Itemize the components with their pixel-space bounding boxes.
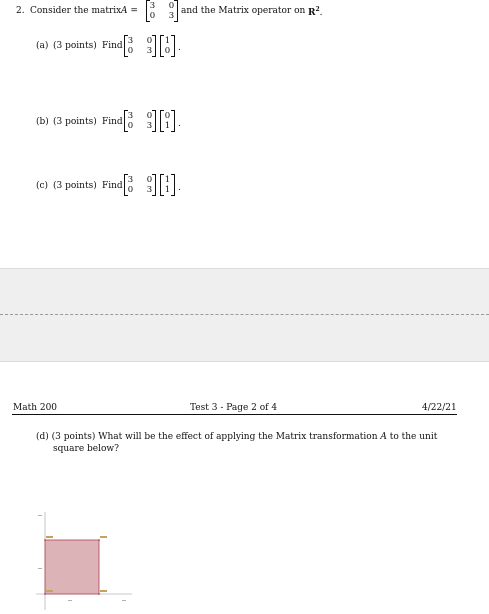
- vector-cell: 1: [164, 36, 171, 46]
- matrix-row: [149, 1, 175, 11]
- part-a-points: (3 points): [53, 41, 97, 51]
- part-c-end: .: [178, 183, 181, 193]
- vector-row: [163, 111, 172, 121]
- part-a-end: .: [178, 43, 181, 53]
- part-d-question-end: to the unit: [389, 432, 438, 442]
- vector-cell: 1: [164, 121, 171, 131]
- vector-row: [163, 175, 172, 185]
- matrix-cell: 3: [127, 111, 134, 121]
- header-page-info: Test 3 - Page 2 of 4: [190, 403, 278, 413]
- part-d-line2: square below?: [53, 444, 119, 454]
- corner-point: [44, 593, 46, 595]
- corner-label-mark: [46, 590, 53, 592]
- part-a-find: Find: [102, 41, 123, 51]
- matrix-cell: 3: [146, 46, 153, 56]
- question-intro-after: and the Matrix operator on: [181, 6, 306, 16]
- matrix-cell: 0: [146, 175, 153, 185]
- vector-row: [163, 36, 172, 46]
- part-b-label: (b): [36, 117, 49, 127]
- corner-label-mark: [46, 536, 53, 538]
- real-exponent: 2: [315, 6, 320, 13]
- unit-square-plot: [34, 512, 134, 612]
- matrix-cell: 3: [127, 175, 134, 185]
- part-d-line1: [36, 433, 437, 442]
- matrix-row: [149, 11, 175, 21]
- matrix-cell: 0: [127, 121, 134, 131]
- real-symbol: R: [308, 8, 316, 18]
- header-course: Math 200: [13, 403, 58, 413]
- matrix-cell: 3: [146, 121, 153, 131]
- matrix-row: [127, 36, 153, 46]
- part-c-matrix: [124, 174, 156, 196]
- matrix-variable: A =: [121, 6, 138, 16]
- matrix-cell: 3: [146, 185, 153, 195]
- matrix-row: [127, 111, 153, 121]
- vector-cell: 1: [164, 185, 171, 195]
- corner-point: [98, 539, 100, 541]
- part-d-label: (d): [36, 432, 49, 442]
- real-space-symbol: [308, 7, 323, 18]
- corner-point: [44, 539, 46, 541]
- matrix-cell: 3: [127, 36, 134, 46]
- matrix-cell: 3: [168, 11, 175, 21]
- tick-mark: [68, 600, 72, 601]
- matrix-cell: 0: [127, 185, 134, 195]
- vector-row: [163, 46, 172, 56]
- part-d-variable: A: [380, 432, 387, 442]
- matrix-row: [127, 121, 153, 131]
- header-date: 4/22/21: [422, 403, 457, 413]
- corner-label-mark: [100, 590, 107, 592]
- matrix-row: [127, 185, 153, 195]
- part-b-points: (3 points): [53, 117, 97, 127]
- part-c-label: (c): [36, 181, 49, 191]
- intro-period: .: [319, 8, 323, 18]
- header-rule: [12, 414, 457, 415]
- page-break-gap: [0, 268, 489, 362]
- part-b-vector: [160, 110, 175, 132]
- part-b-find: Find: [102, 117, 123, 127]
- vector-cell: 0: [164, 46, 171, 56]
- part-a-vector: [160, 35, 175, 57]
- question-intro-text: Consider the matrix: [30, 6, 122, 16]
- part-d-question: What will be the effect of applying the Matrix transformation: [98, 432, 378, 442]
- part-a-matrix: [124, 35, 156, 57]
- vector-cell: 1: [164, 175, 171, 185]
- part-c-points: (3 points): [53, 181, 97, 191]
- matrix-a: [146, 0, 178, 22]
- matrix-cell: 0: [146, 111, 153, 121]
- unit-square: [45, 540, 99, 594]
- part-d-points: (3 points): [51, 432, 96, 442]
- matrix-cell: 0: [149, 11, 156, 21]
- tick-mark: [38, 515, 42, 516]
- part-b-matrix: [124, 110, 156, 132]
- vector-row: [163, 121, 172, 131]
- part-a-label: (a): [36, 41, 49, 51]
- tick-mark: [122, 600, 126, 601]
- vector-cell: 0: [164, 111, 171, 121]
- matrix-cell: 3: [149, 1, 156, 11]
- page-break-dashed-line: [0, 314, 489, 315]
- part-c-vector: [160, 174, 175, 196]
- matrix-cell: 0: [146, 36, 153, 46]
- matrix-row: [127, 46, 153, 56]
- corner-label-mark: [100, 536, 107, 538]
- part-b-end: .: [178, 119, 181, 129]
- vector-row: [163, 185, 172, 195]
- tick-mark: [38, 568, 42, 569]
- matrix-row: [127, 175, 153, 185]
- matrix-cell: 0: [127, 46, 134, 56]
- part-c-find: Find: [102, 181, 123, 191]
- matrix-cell: 0: [168, 1, 175, 11]
- question-number: 2.: [16, 6, 25, 16]
- corner-point: [98, 593, 100, 595]
